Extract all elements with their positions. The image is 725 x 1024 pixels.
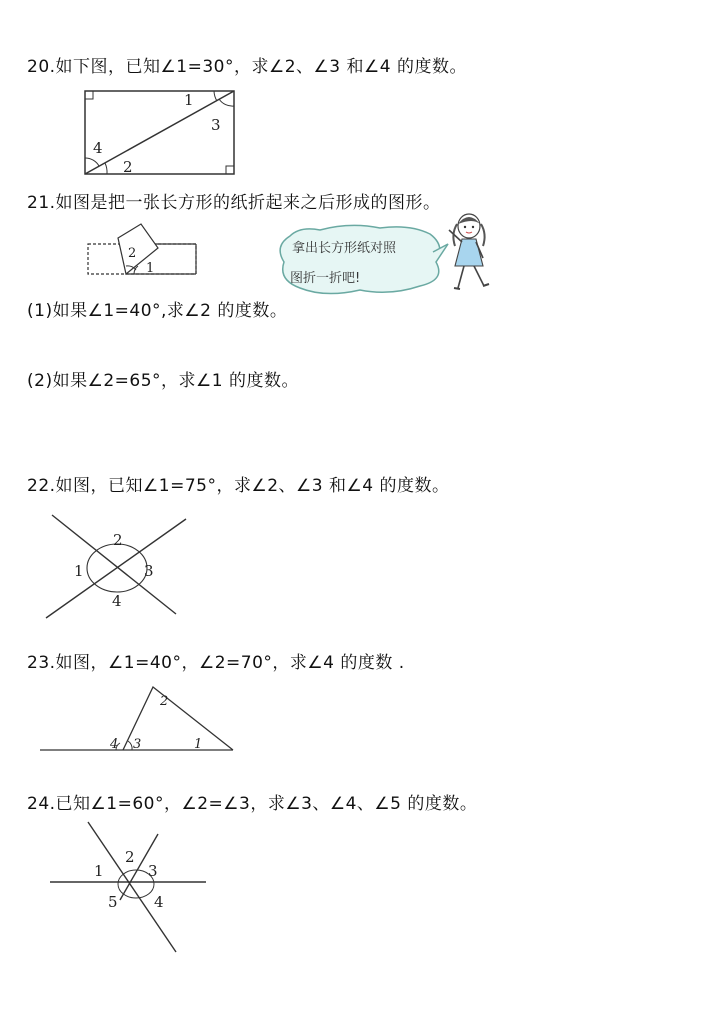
girl-illustration xyxy=(443,212,495,294)
figure-20-rectangle-diagonal xyxy=(80,86,240,178)
figure-21-folded-paper xyxy=(86,220,201,278)
speech-bubble xyxy=(270,222,450,300)
angle-label-3: 3 xyxy=(148,862,158,880)
angle-label-4: 4 xyxy=(154,893,164,911)
angle-label-4: 4 xyxy=(93,139,103,157)
angle-label-4: 4 xyxy=(112,592,122,610)
angle-label-5: 5 xyxy=(108,893,118,911)
question-21-part-2: (2)如果∠2=65°，求∠1 的度数。 xyxy=(27,371,299,391)
question-21-text: 21.如图是把一张长方形的纸折起来之后形成的图形。 xyxy=(27,193,441,213)
question-24-text: 24.已知∠1=60°，∠2=∠3，求∠3、∠4、∠5 的度数。 xyxy=(27,794,478,814)
figure-24-three-lines xyxy=(50,820,210,956)
bubble-line-1: 拿出长方形纸对照 xyxy=(292,241,397,256)
question-20-text: 20.如下图，已知∠1=30°，求∠2、∠3 和∠4 的度数。 xyxy=(27,57,467,77)
angle-label-1: 1 xyxy=(94,862,104,880)
angle-label-2: 2 xyxy=(113,531,123,549)
angle-label-2: 2 xyxy=(123,158,133,176)
angle-label-2: 2 xyxy=(160,694,169,709)
angle-label-2: 2 xyxy=(125,848,135,866)
angle-label-4: 4 xyxy=(110,737,119,752)
question-21-part-1: (1)如果∠1=40°,求∠2 的度数。 xyxy=(27,301,288,321)
angle-label-1: 1 xyxy=(74,562,84,580)
bubble-line-2: 图折一折吧! xyxy=(290,271,361,286)
angle-label-3: 3 xyxy=(211,116,221,134)
angle-label-3: 3 xyxy=(133,737,142,752)
angle-label-1: 1 xyxy=(184,91,194,109)
question-22-text: 22.如图，已知∠1=75°，求∠2、∠3 和∠4 的度数。 xyxy=(27,476,450,496)
angle-label-3: 3 xyxy=(144,562,154,580)
angle-label-1: 1 xyxy=(194,737,203,752)
question-23-text: 23.如图，∠1=40°，∠2=70°，求∠4 的度数 . xyxy=(27,653,405,673)
figure-22-intersecting-lines xyxy=(44,512,190,620)
figure-23-triangle-exterior-angle xyxy=(38,683,238,755)
angle-label-1: 1 xyxy=(146,261,155,276)
angle-label-2: 2 xyxy=(128,246,137,261)
